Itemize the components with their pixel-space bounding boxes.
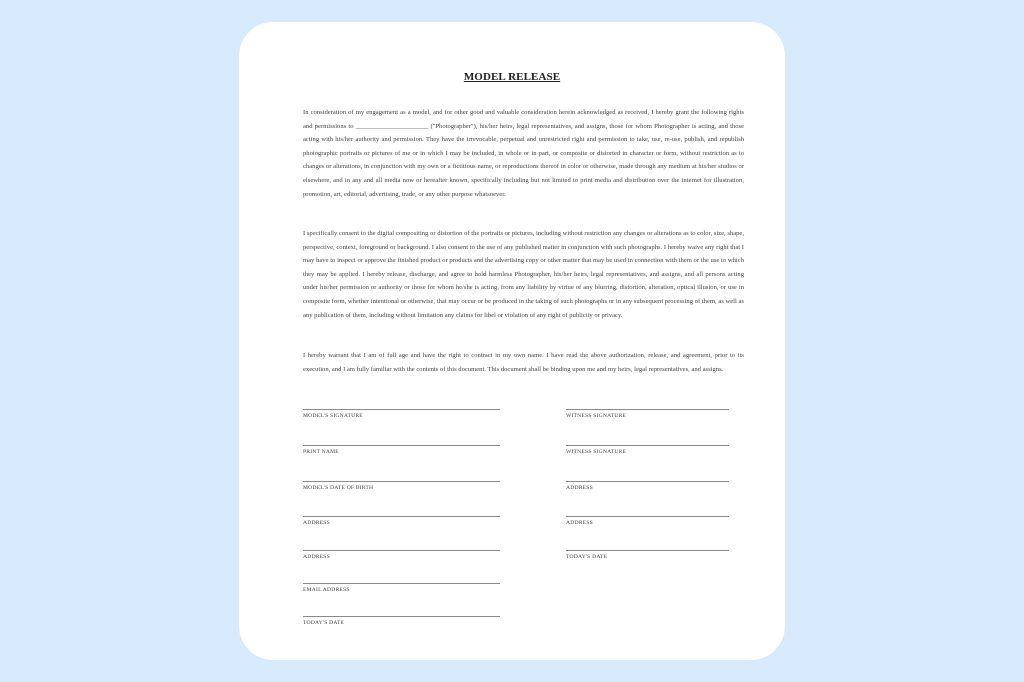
signature-line <box>566 409 729 410</box>
field-label: TODAY'S DATE <box>566 554 608 560</box>
signature-line <box>303 445 500 446</box>
signature-field-address-1[interactable] <box>303 516 500 527</box>
field-label: MODEL'S SIGNATURE <box>303 413 363 419</box>
signature-line <box>303 550 500 551</box>
signature-line <box>566 516 729 517</box>
field-label: MODEL'S DATE OF BIRTH <box>303 485 374 491</box>
signature-line <box>566 445 729 446</box>
signature-line <box>303 583 500 584</box>
signature-field-models-date-of-birth[interactable] <box>303 481 500 492</box>
document-page <box>239 22 785 660</box>
field-label: TODAY'S DATE <box>303 620 345 626</box>
document-title: MODEL RELEASE <box>463 71 561 83</box>
field-label: ADDRESS <box>566 520 593 526</box>
signature-field-witness-address-1[interactable] <box>566 481 729 492</box>
signature-line <box>303 516 500 517</box>
paragraph-consideration: In consideration of my engagement as a model, and for other good and valuable consideration herein acknowledged as received, I hereby grant the following rights and permissions to ______________________ ("Photographer"), his/her heirs, legal representatives, and assigns, those for whom Photographer is acting, and those acting with his/her authority and permission. They have the irrevocable, perpetual and unrestricted right and permission to take, use, re-use, publish, and republish photographic portraits or pictures of me or in which I may be included, in whole or in part, or composite or distorted in character or form, without restriction as to changes or alterations, in conjunction with my own or a fictitious name, or reproductions thereof in color or otherwise, made through any medium at his/her studios or elsewhere, and in any and all media now or hereafter known, specifically including but not limited to print media and distribution over the internet for illustration, promotion, art, editorial, advertising, trade, or any other purpose whatsoever. <box>303 109 744 198</box>
signature-line <box>303 481 500 482</box>
signature-line <box>566 481 729 482</box>
signature-field-print-name[interactable] <box>303 445 500 456</box>
signature-line <box>303 409 500 410</box>
field-label: WITNESS SIGNATURE <box>566 413 627 419</box>
signature-field-todays-date[interactable] <box>303 616 500 627</box>
signature-field-models-signature[interactable] <box>303 409 500 420</box>
signature-field-witness-signature-1[interactable] <box>566 409 729 420</box>
signature-line <box>566 550 729 551</box>
signature-field-witness-address-2[interactable] <box>566 516 729 527</box>
paragraph-consent: I specifically consent to the digital compositing or distortion of the portraits or pictures, including without restriction any changes or alterations as to color, size, shape, perspective, context, foreground or background. I also consent to the use of any published matter in conjunction with such photographs. I hereby waive any right that I may have to inspect or approve the finished product or products and the advertising copy or other matter that may be used in connection with them or the use to which they may be applied. I hereby release, discharge, and agree to hold harmless Photographer, his/her heirs, legal representatives, and assigns, and all persons acting under his/her permission or authority or those for whom he/she is acting, from any liability by virtue of any blurring, distortion, alteration, optical illusion, or use in composite form, whether intentional or otherwise, that may occur or be produced in the taking of such photographs or in any subsequent processing of them, as well as any publication of them, including without limitation any claims for libel or violation of any right of publicity or privacy. <box>303 230 744 319</box>
field-label: ADDRESS <box>566 485 593 491</box>
signature-line <box>303 616 500 617</box>
field-label: ADDRESS <box>303 520 330 526</box>
field-label: EMAIL ADDRESS <box>303 587 350 593</box>
signature-field-witness-todays-date[interactable] <box>566 550 729 561</box>
signature-field-email-address[interactable] <box>303 583 500 594</box>
field-label: PRINT NAME <box>303 449 339 455</box>
signature-field-address-2[interactable] <box>303 550 500 561</box>
paragraph-warranty: I hereby warrant that I am of full age and have the right to contract in my own name. I have read the above authorization, release, and agreement, prior to its execution, and I am fully familiar with the contents of this document. This document shall be binding upon me and my heirs, legal representatives, and assigns. <box>303 352 744 373</box>
signature-field-witness-signature-2[interactable] <box>566 445 729 456</box>
field-label: WITNESS SIGNATURE <box>566 449 627 455</box>
field-label: ADDRESS <box>303 554 330 560</box>
